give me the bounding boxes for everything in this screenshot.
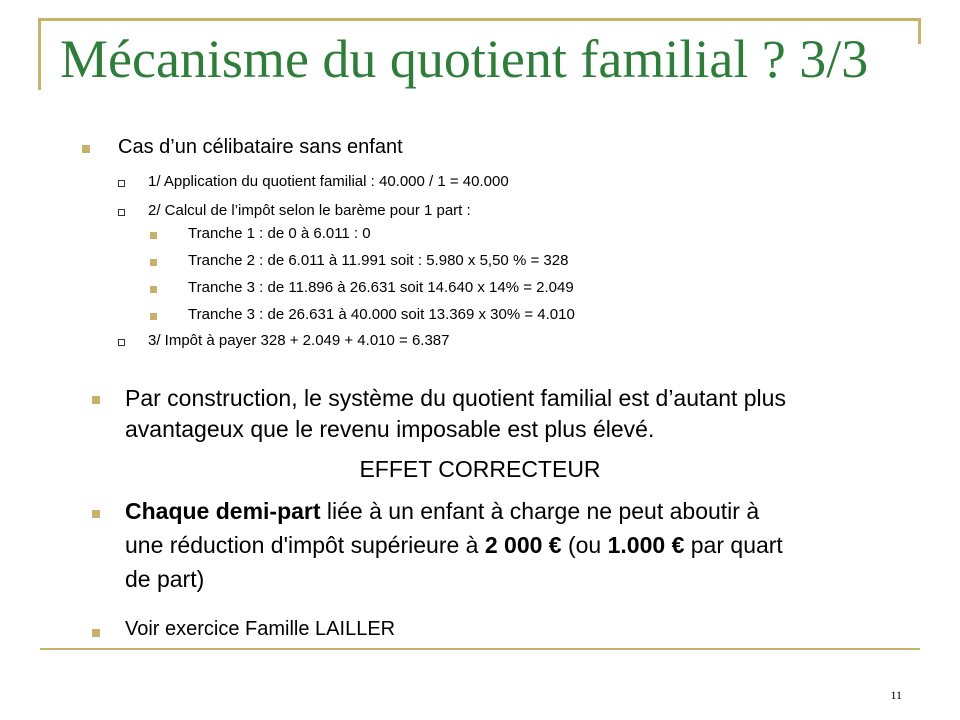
- demi-part-text: par quart: [684, 532, 783, 558]
- step-1: 1/ Application du quotient familial : 40.000 / 1 = 40.000: [148, 173, 509, 190]
- tranche-item: Tranche 1 : de 0 à 6.011 : 0: [188, 225, 371, 242]
- frame-top-accent: [38, 18, 918, 21]
- case-heading: Cas d’un célibataire sans enfant: [118, 136, 403, 158]
- exercice-reference: Voir exercice Famille LAILLER: [125, 618, 396, 640]
- bullet-square-icon: [92, 629, 100, 637]
- bullet-square-icon: [150, 259, 157, 266]
- bullet-square-icon: [150, 232, 157, 239]
- demi-part-text: liée à un enfant à charge ne peut aboutir à: [320, 498, 760, 524]
- bullet-box-icon: [118, 180, 125, 187]
- demi-part-line-3: de part): [125, 566, 205, 592]
- bullet-box-icon: [118, 209, 125, 216]
- amount-1000: 1.000 €: [607, 532, 685, 558]
- frame-right-accent: [918, 18, 921, 44]
- construction-line-2: avantageux que le revenu imposable est plus élevé.: [125, 416, 655, 442]
- tranche-item: Tranche 2 : de 6.011 à 11.991 soit : 5.980 x 5,50 % = 328: [188, 252, 569, 269]
- bullet-square-icon: [150, 286, 157, 293]
- footer-divider: [40, 648, 920, 650]
- tranche-item: Tranche 3 : de 11.896 à 26.631 soit 14.640 x 14% = 2.049: [188, 279, 574, 296]
- bullet-box-icon: [118, 339, 125, 346]
- step-2: 2/ Calcul de l’impôt selon le barème pour 1 part :: [148, 202, 471, 219]
- demi-part-text: une réduction d'impôt supérieure à: [125, 532, 485, 558]
- frame-left-accent: [38, 18, 41, 90]
- bullet-square-icon: [82, 145, 90, 153]
- step-3: 3/ Impôt à payer 328 + 2.049 + 4.010 = 6.387: [148, 332, 450, 349]
- demi-part-text: (ou: [561, 532, 608, 558]
- bullet-square-icon: [92, 396, 100, 404]
- demi-part-bold: Chaque demi-part: [125, 498, 321, 524]
- construction-line-1: Par construction, le système du quotient familial est d’autant plus: [125, 385, 786, 411]
- bullet-square-icon: [92, 510, 100, 518]
- effet-correcteur: EFFET CORRECTEUR: [359, 456, 601, 482]
- demi-part-line-2: [125, 530, 783, 560]
- bullet-square-icon: [150, 313, 157, 320]
- demi-part-line-1: [125, 496, 759, 526]
- tranche-item: Tranche 3 : de 26.631 à 40.000 soit 13.369 x 30% = 4.010: [188, 306, 575, 323]
- amount-2000: 2 000 €: [484, 532, 562, 558]
- page-number: 11: [890, 688, 902, 702]
- slide-title: Mécanisme du quotient familial ? 3/3: [60, 29, 869, 89]
